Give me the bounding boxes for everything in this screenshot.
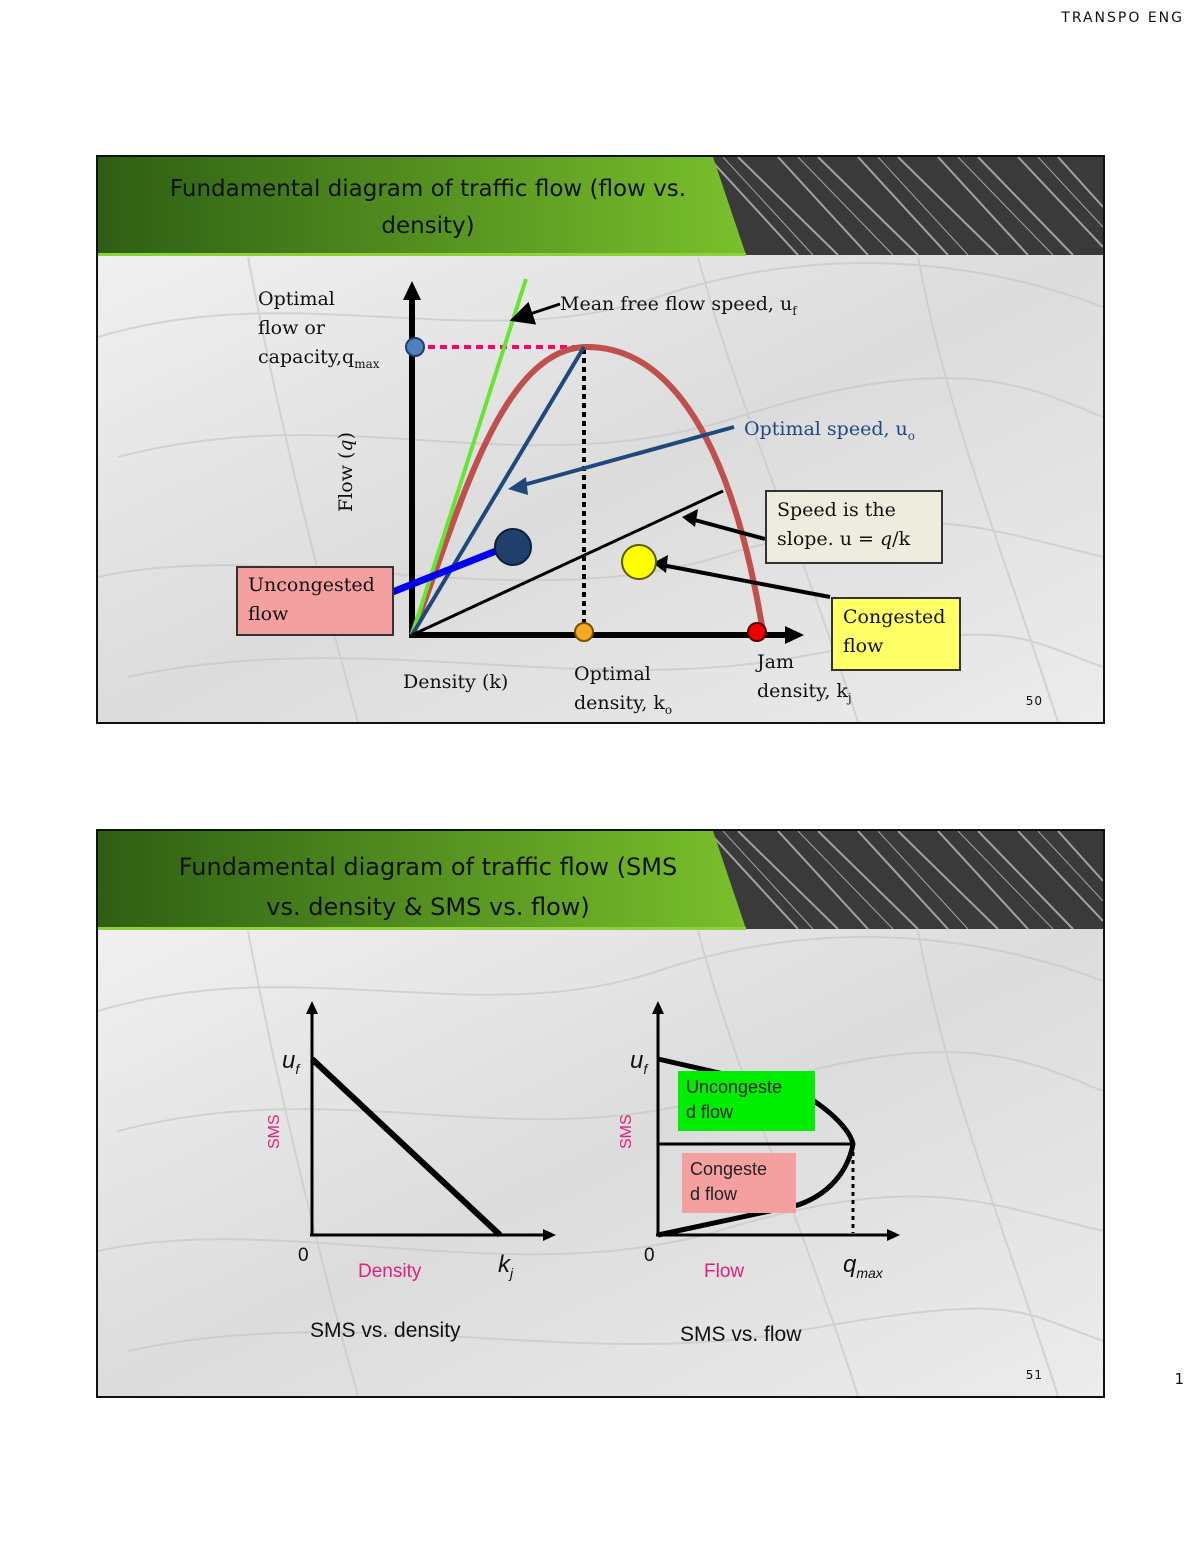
speed-slope-box: [765, 490, 943, 564]
congested-line1: Congested: [843, 606, 946, 628]
congested-dot: [622, 545, 656, 579]
speed-slope-line1: Speed is the: [777, 499, 896, 521]
congested-line1: Congeste: [690, 1159, 768, 1179]
speed-slope-line2: slope. u = q/k: [777, 528, 911, 550]
page-number: 1: [1174, 1370, 1184, 1388]
left-origin-label: 0: [298, 1245, 309, 1266]
sms-diagrams: [98, 831, 1103, 1396]
right-origin-label: 0: [644, 1245, 655, 1266]
optimal-speed-pointer-head: [508, 477, 528, 495]
optimal-density-label: [574, 660, 672, 724]
jam-density-label: [757, 648, 852, 713]
free-flow-speed-line: [412, 279, 526, 635]
jam-density-line2: density, $k_j$: [757, 680, 852, 705]
speed-slope-pointer: [691, 519, 765, 539]
slide-51-title-line2: vs. density & SMS vs. flow): [266, 893, 590, 921]
speed-slope-pointer-head: [682, 509, 698, 527]
slide-51-title-line1: Fundamental diagram of traffic flow (SMS: [178, 853, 678, 881]
left-y-axis-arrowhead: [306, 1001, 318, 1014]
optimal-density-line1: Optimal: [574, 663, 651, 685]
left-sms-label: SMS: [266, 1114, 283, 1149]
slide-51-number: 51: [1025, 1368, 1043, 1382]
optimal-density-line2: density, $k_o$: [574, 692, 673, 717]
left-x-axis-arrowhead: [543, 1229, 556, 1241]
y-axis-arrowhead: [403, 281, 421, 300]
uncongested-line1: Uncongested: [248, 574, 375, 596]
mean-free-flow-pointer: [521, 304, 560, 317]
optimal-speed-line: [412, 347, 584, 635]
sms-density-line: [312, 1059, 500, 1235]
flow-density-curve: [412, 347, 763, 635]
slide-51: [96, 829, 1105, 1398]
capacity-marker: [406, 338, 424, 356]
uncongested-line1: Uncongeste: [686, 1077, 783, 1097]
capacity-label: [258, 285, 380, 379]
right-uf-label: $u_f$: [630, 1047, 648, 1077]
slide-50-number: 50: [1025, 694, 1043, 708]
slide-50-title-line2: density): [381, 213, 475, 239]
jam-density-line1: Jam: [757, 651, 794, 673]
right-sms-label: SMS: [618, 1114, 635, 1149]
right-qmax-label: $q_{max}$: [843, 1251, 883, 1281]
optimal-density-marker: [575, 623, 593, 641]
left-x-label: Density: [358, 1261, 422, 1282]
congested-line2: d flow: [690, 1184, 738, 1204]
capacity-label-line1: Optimal: [258, 288, 335, 310]
right-y-axis-arrowhead: [652, 1001, 664, 1014]
congested-pointer: [662, 565, 830, 597]
left-kj-label: $k_j$: [498, 1251, 514, 1281]
capacity-label-line2: flow or: [258, 317, 325, 339]
optimal-speed-pointer: [516, 427, 734, 487]
capacity-label-line3: $capacity,q_{max}$: [258, 346, 380, 371]
congested-flow-box: [682, 1153, 796, 1213]
slide-50-title-line1: Fundamental diagram of traffic flow (flow vs.: [169, 176, 687, 202]
left-uf-label: $u_f$: [282, 1047, 300, 1077]
x-axis-arrowhead: [785, 626, 804, 644]
left-caption: SMS vs. density: [310, 1319, 461, 1342]
uncongested-dot: [495, 529, 531, 565]
right-x-label: Flow: [704, 1261, 745, 1282]
x-axis-label: Density (k): [403, 671, 509, 693]
mean-free-flow-label: Mean free flow speed, $u_f$: [560, 293, 797, 318]
course-header: TRANSPO ENG: [1061, 10, 1184, 26]
right-caption: SMS vs. flow: [680, 1323, 802, 1346]
slide-50: [96, 155, 1105, 724]
congested-line2: flow: [843, 635, 884, 657]
optimal-speed-label: Optimal speed, $u_o$: [744, 418, 916, 443]
uncongested-flow-box: [678, 1071, 815, 1131]
right-x-axis-arrowhead: [887, 1229, 900, 1241]
uncongested-flow-box: [236, 566, 394, 636]
uncongested-line2: flow: [248, 603, 289, 625]
y-axis-label: Flow (q): [335, 431, 357, 512]
uncongested-line2: d flow: [686, 1102, 734, 1122]
jam-density-marker: [748, 623, 766, 641]
